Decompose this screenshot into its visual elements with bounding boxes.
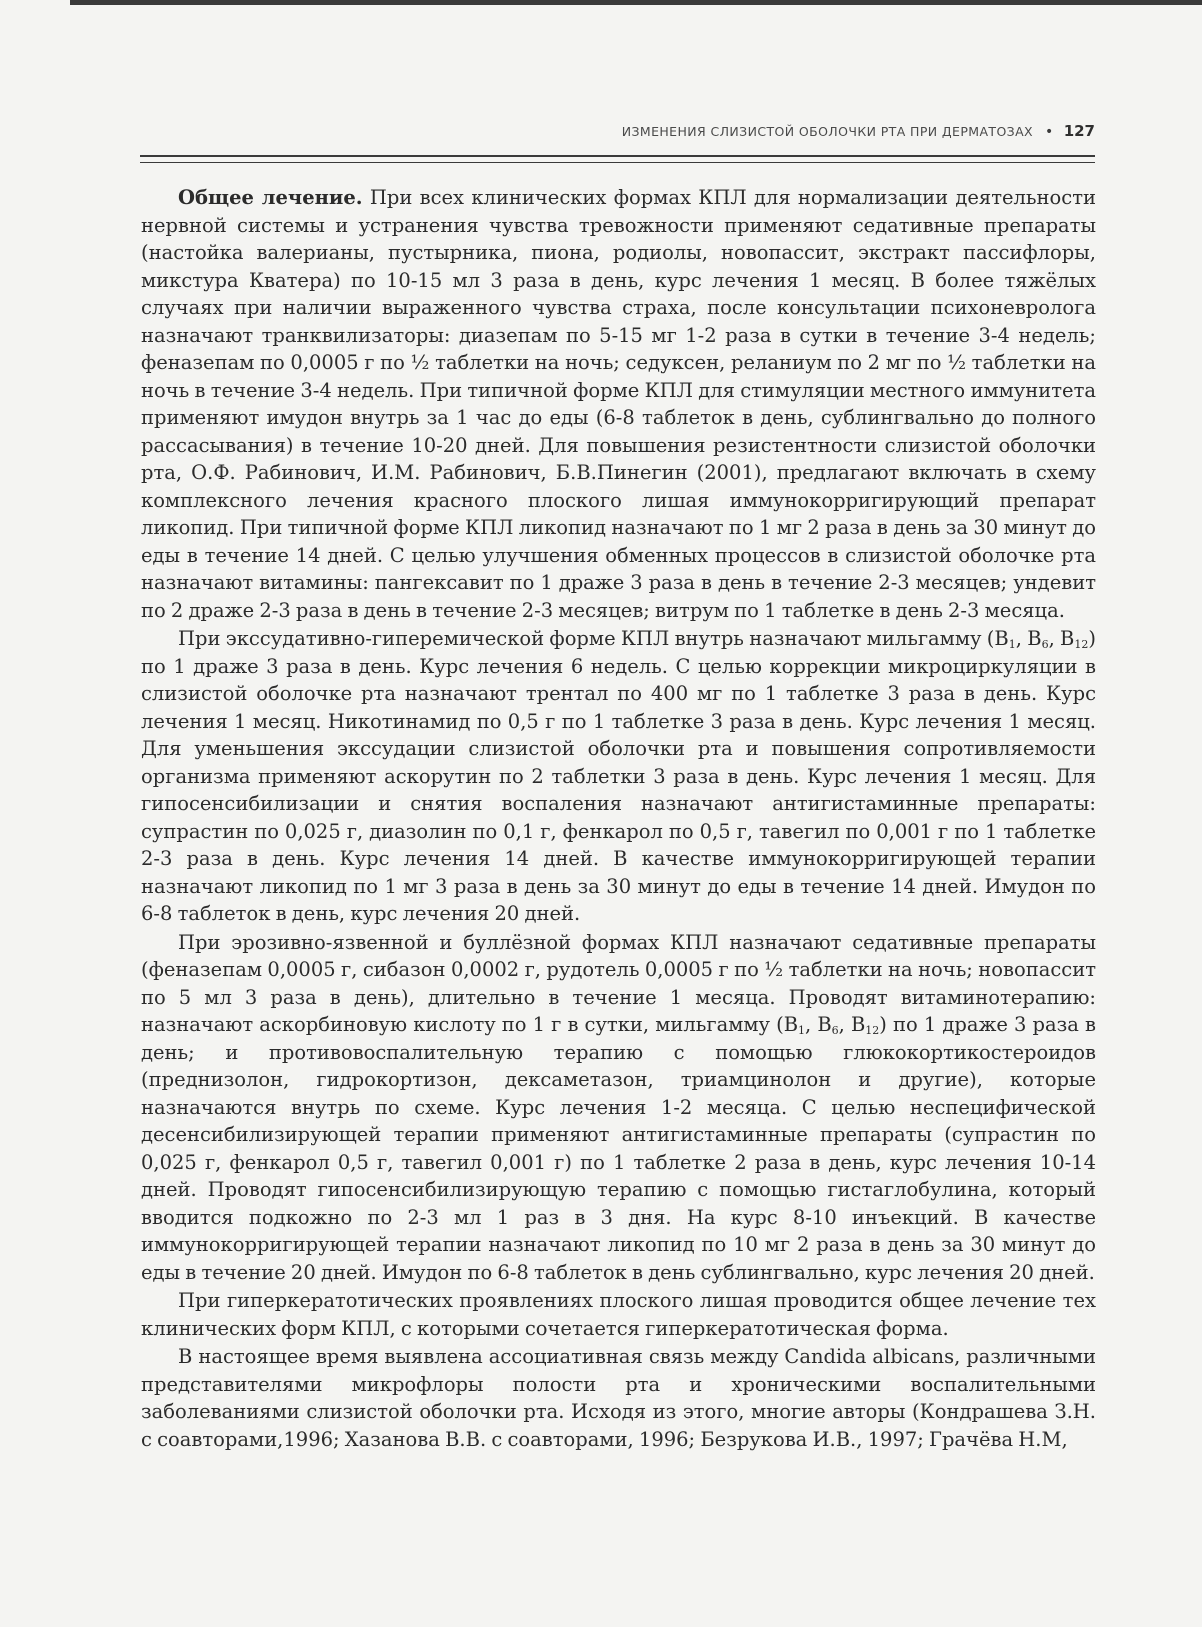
paragraph-candida: В настоящее время выявлена ассоциативная связь между Candida albicans, различными представителями микрофлоры полости рта и хроническими воспалительными заболеваниями слизистой оболочки рта. Исходя из этого, многие авторы (Кондрашева З.Н. с соавторами,1996; Хазанова В.В. с соавторами, 1996; Безрукова И.В., 1997; Грачёва Н.М, [141, 1345, 1096, 1451]
subscript: 1 [798, 1024, 806, 1037]
running-header [0, 122, 1095, 140]
text-run: , В [1015, 627, 1042, 650]
text-run: , В [1048, 627, 1075, 650]
scan-top-edge [70, 0, 1202, 5]
paragraph-exudative-form [141, 625, 1096, 928]
text-run: При экссудативно-гиперемической форме КПЛ внутрь назначают мильгамму (В [178, 627, 1009, 650]
subscript: 6 [831, 1024, 839, 1037]
paragraph-general-treatment [141, 184, 1096, 624]
subscript: 12 [1074, 638, 1089, 651]
paragraph-hyperkeratotic: При гиперкератотических проявлениях плоского лишая проводится общее лечение тех клинических форм КПЛ, с которыми сочетается гиперкератотическая форма. [141, 1289, 1096, 1340]
header-bullet: • [1045, 124, 1054, 140]
paragraph-erosive-form [141, 929, 1096, 1287]
subscript: 12 [865, 1024, 880, 1037]
text-run: , В [838, 1013, 866, 1036]
text-run: ) по 1 драже 3 раза в день. Курс лечения 6 недель. С целью коррекции микроциркуляции в слизистой оболочке рта назначают трентал по 400 мг по 1 таблетке 3 раза в день. Курс лечения 1 месяц. Никотинамид по 0,5 г по 1 таблетке 3 раза в день. Курс лечения 1 месяц. Для уменьшения экссудации слизистой оболочки рта и повышения сопротивляемости организма применяют аскорутин по 2 таблетки 3 раза в день. Курс лечения 1 месяц. Для гипосенсибилизации и снятия воспаления назначают антигистаминные препараты: супрастин по 0,025 г, диазолин по 0,1 г, фенкарол по 0,5 г, тавегил по 0,001 г по 1 таблетке 2-3 раза в день. Курс лечения 14 дней. В качестве иммунокорригирующей терапии назначают ликопид по 1 мг 3 раза в день за 30 минут до еды в течение 14 дней. Имудон по 6-8 таблеток в день, курс лечения 20 дней. [141, 627, 1096, 925]
paragraph-text: При всех клинических формах КПЛ для нормализации деятельности нервной системы и устранения чувства тревожности применяют седативные препараты (настойка валерианы, пустырника, пиона, родиолы, новопассит, экстракт пассифлоры, микстура Кватера) по 10-15 мл 3 раза в день, курс лечения 1 месяц. В более тяжёлых случаях при наличии выраженного чувства страха, после консультации психоневролога назначают транквилизаторы: диазепам по 5-15 мг 1-2 раза в сутки в течение 3-4 недель; феназепам по 0,0005 г по ½ таблетки на ночь; седуксен, реланиум по 2 мг по ½ таблетки на ночь в течение 3-4 недель. При типичной форме КПЛ для стимуляции местного иммунитета применяют имудон внутрь за 1 час до еды (6-8 таблеток в день, сублингвально до полного рассасывания) в течение 10-20 дней. Для повышения резистентности слизистой оболочки рта, О.Ф. Рабинович, И.М. Рабинович, Б.В.Пинегин (2001), предлагают включать в схему комплексного лечения красного плоского лишая иммунокорригирующий препарат ликопид. При типичной форме КПЛ ликопид назначают по 1 мг 2 раза в день за 30 минут до еды в течение 14 дней. С целью улучшения обменных процессов в слизистой оболочке рта назначают витамины: пангексавит по 1 драже 3 раза в день в течение 2-3 месяцев; ундевит по 2 драже 2-3 раза в день в течение 2-3 месяцев; витрум по 1 таблетке в день 2-3 месяца. [141, 186, 1096, 622]
subscript: 1 [1008, 638, 1016, 651]
running-title: ИЗМЕНЕНИЯ СЛИЗИСТОЙ ОБОЛОЧКИ РТА ПРИ ДЕРМАТОЗАХ [621, 124, 1034, 139]
header-rule [140, 155, 1095, 163]
text-run: При эрозивно-язвенной и буллёзной формах КПЛ назначают седативные препараты (феназепам 0,0005 г, сибазон 0,0002 г, рудотель 0,0005 г по ½ таблетки на ночь; новопассит по 5 мл 3 раза в день), длительно в течение 1 месяца. Проводят витаминотерапию: назначают аскорбиновую кислоту по 1 г в сутки, мильгамму (В [141, 930, 1096, 1036]
text-run: ) по 1 драже 3 раза в день; и противовоспалительную терапию с помощью глюкокортикостероидов (преднизолон, гидрокортизон, дексаметазон, триамцинолон и другие), которые назначаются внутрь по схеме. Курс лечения 1-2 месяца. С целью неспецифической десенсибилизирующей терапии применяют антигистаминные препараты (супрастин по 0,025 г, фенкарол 0,5 г, тавегил 0,001 г) по 1 таблетке 2 раза в день, курс лечения 10-14 дней. Проводят гипосенсибилизирующую терапию с помощью гистаглобулина, который вводится подкожно по 2-3 мл 1 раз в 3 дня. На курс 8-10 инъекций. В качестве иммунокорригирующей терапии назначают ликопид по 10 мг 2 раза в день за 30 минут до еды в течение 20 дней. Имудон по 6-8 таблеток в день сублингвально, курс лечения 20 дней. [141, 1013, 1096, 1284]
text-run: , В [805, 1013, 832, 1036]
body-text [141, 184, 1096, 1453]
paragraph-lead-in: Общее лечение. [178, 186, 363, 209]
subscript: 6 [1041, 638, 1049, 651]
page-number: 127 [1063, 122, 1095, 140]
